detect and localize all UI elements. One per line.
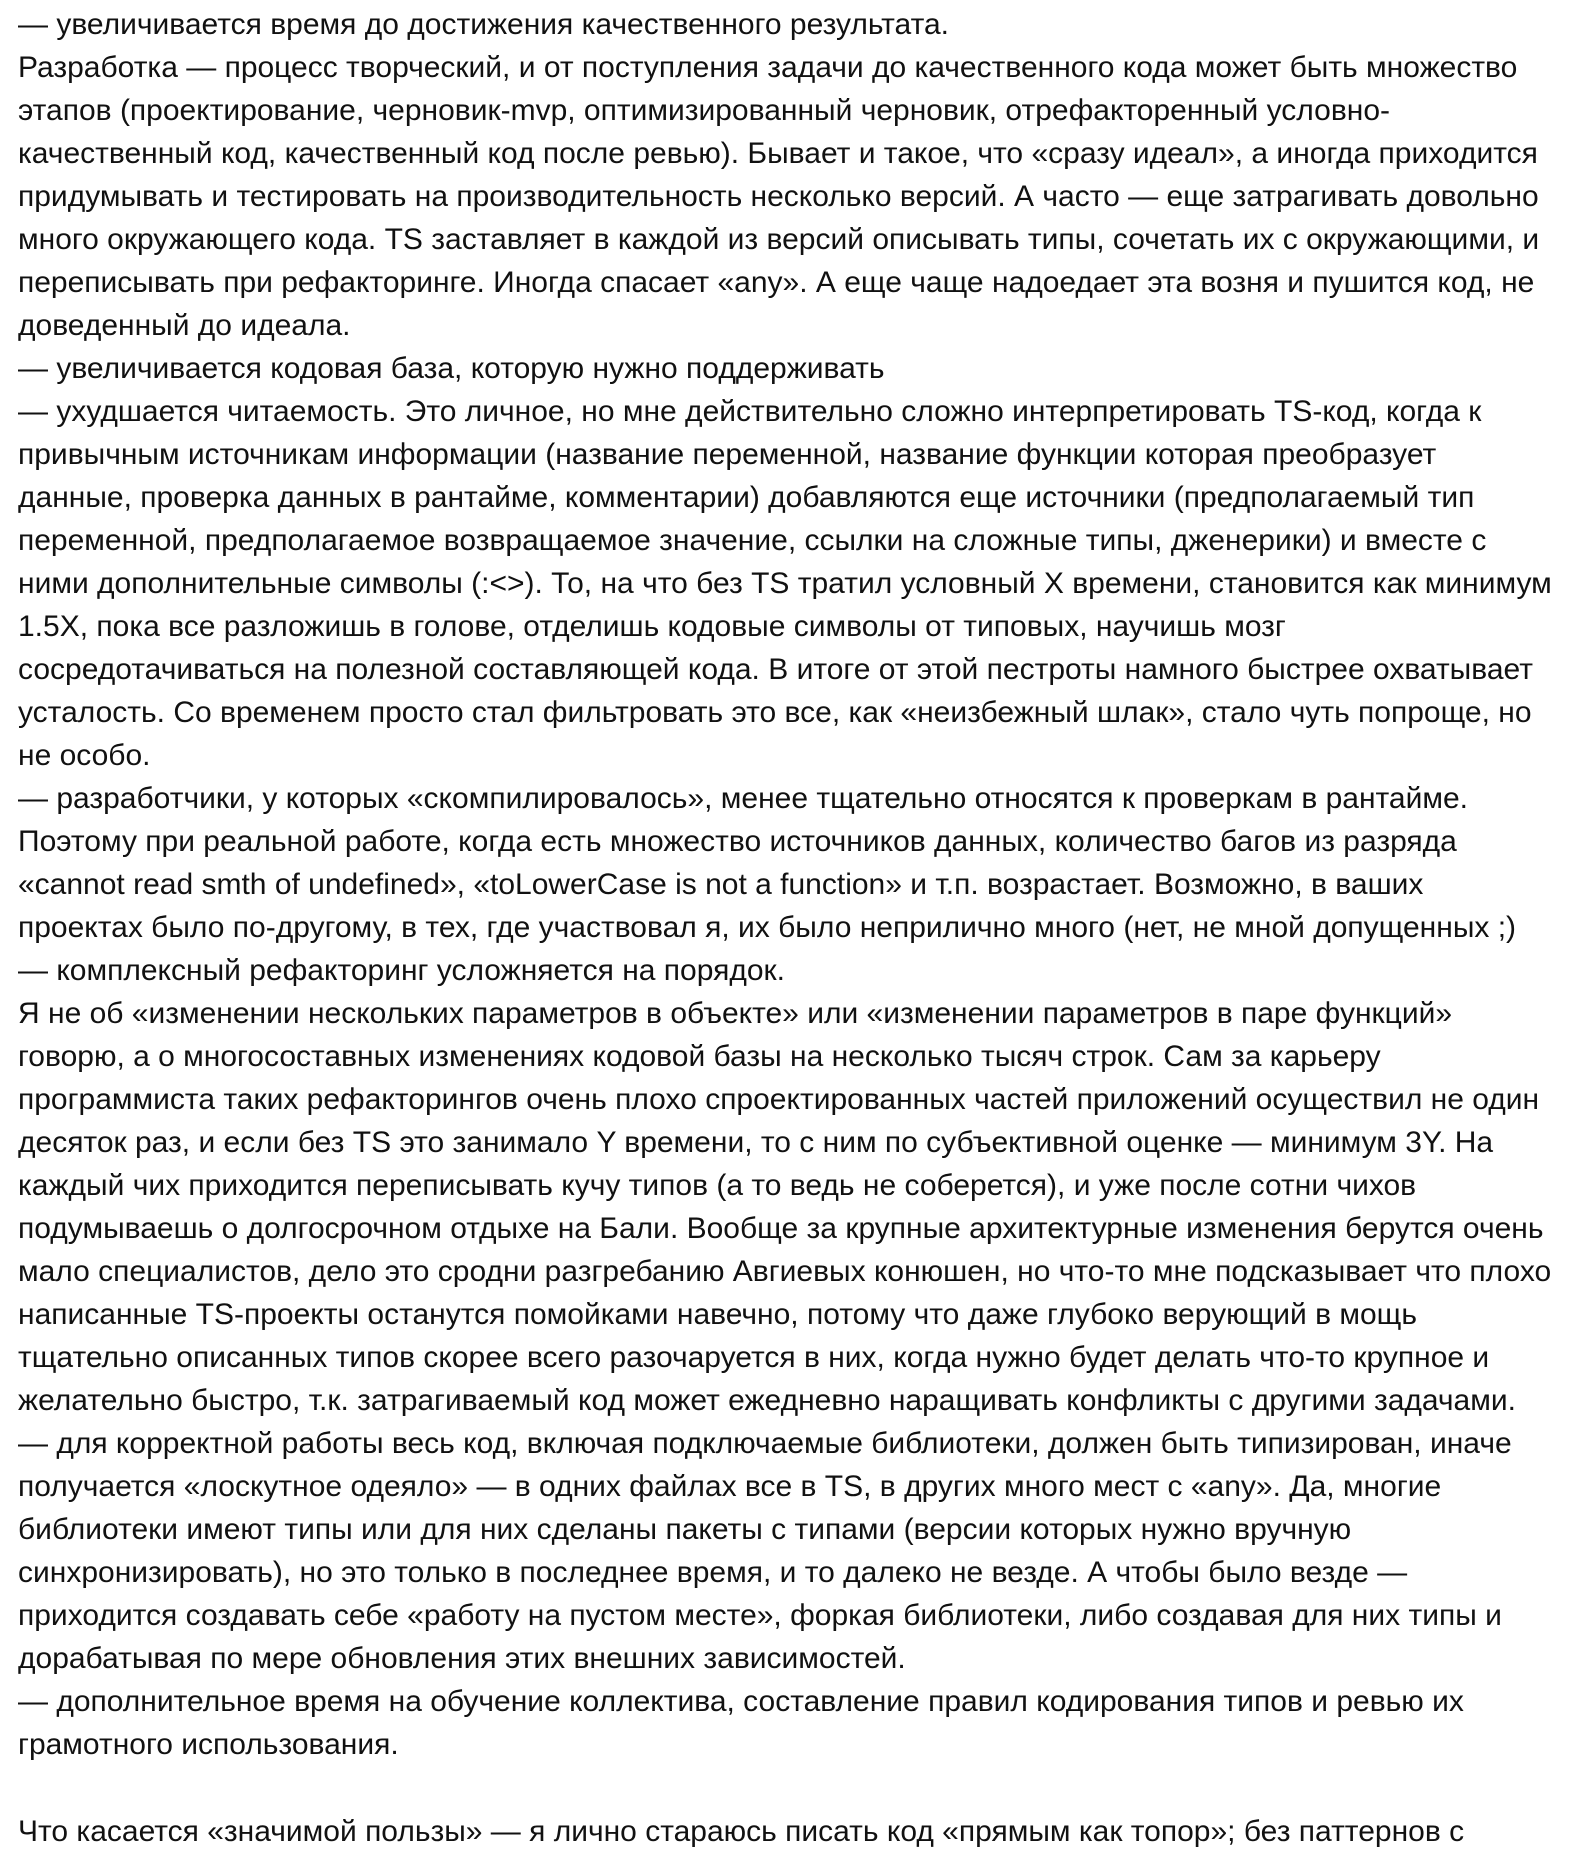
comment-segment-3: — увеличивается кодовая база, которую нужно поддерживать bbox=[18, 352, 885, 385]
comment-closing-paragraph: Что касается «значимой пользы» — я лично стараюсь писать код «прямым как топор»; без паттернов с bbox=[18, 1815, 1465, 1848]
comment-segment-1: — увеличивается время до достижения качественного результата. bbox=[18, 8, 949, 41]
comment-segment-6: — комплексный рефакторинг усложняется на порядок. bbox=[18, 954, 785, 987]
comment-segment-2: Разработка — процесс творческий, и от поступления задачи до качественного кода может быть множество этапов (проектирование, черновик-mvp, оптимизированный черновик, отрефакторенный условно-качественный код, качественный код после ревью). Бывает и такое, что «сразу идеал», а иногда приходится придумывать и тестировать на производительность несколько версий. А часто — еще затрагивать довольно много окружающего кода. TS заставляет в каждой из версий описывать типы, сочетать их с окружающими, и переписывать при рефакторинге. Иногда спасает «any». А еще чаще надоедает эта возня и пушится код, не доведенный до идеала. bbox=[18, 51, 1540, 342]
comment-segment-7: Я не об «изменении нескольких параметров в объекте» или «изменении параметров в паре функций» говорю, а о многосоставных изменениях кодовой базы на несколько тысяч строк. Сам за карьеру программиста таких рефакторингов очень плохо спроектированных частей приложений осуществил не один десяток раз, и если без TS это занимало Y времени, то с ним по субъективной оценке — минимум 3Y. На каждый чих приходится переписывать кучу типов (а то ведь не соберется), и уже после сотни чихов подумываешь о долгосрочном отдыхе на Бали. Вообще за крупные архитектурные изменения берутся очень мало специалистов, дело это сродни разгребанию Авгиевых конюшен, но что-то мне подсказывает что плохо написанные TS-проекты останутся помойками навечно, потому что даже глубоко верующий в мощь тщательно описанных типов скорее всего разочаруется в них, когда нужно будет делать что-то крупное и желательно быстро, т.к. затрагиваемый код может ежедневно наращивать конфликты с другими задачами. bbox=[18, 997, 1552, 1417]
comment-segment-8: — для корректной работы весь код, включая подключаемые библиотеки, должен быть типизирован, иначе получается «лоскутное одеяло» — в одних файлах все в TS, в других много мест с «any». Да, многие библиотеки имеют типы или для них сделаны пакеты с типами (версии которых нужно вручную синхронизировать), но это только в последнее время, и то далеко не везде. А чтобы было везде — приходится создавать себе «работу на пустом месте», форкая библиотеки, либо создавая для них типы и дорабатывая по мере обновления этих внешних зависимостей. bbox=[18, 1427, 1512, 1675]
comment-segment-9: — дополнительное время на обучение коллектива, составление правил кодирования типов и ревью их грамотного использования. bbox=[18, 1685, 1464, 1761]
comment-segment-5: — разработчики, у которых «скомпилировалось», менее тщательно относятся к проверкам в рантайме. Поэтому при реальной работе, когда есть множество источников данных, количество багов из разряда «cannot read smth of undefined», «toLowerCase is not a function» и т.п. возрастает. Возможно, в ваших проектах было по-другому, в тех, где участвовал я, их было неприлично много (нет, не мной допущенных ;) bbox=[18, 782, 1517, 944]
comment-segment-4: — ухудшается читаемость. Это личное, но мне действительно сложно интерпретировать TS-код, когда к привычным источникам информации (название переменной, название функции которая преобразует данные, проверка данных в рантайме, комментарии) добавляются еще источники (предполагаемый тип переменной, предполагаемое возвращаемое значение, ссылки на сложные типы, дженерики) и вместе с ними дополнительные символы (:<>). То, на что без TS тратил условный X времени, становится как минимум 1.5X, пока все разложишь в голове, отделишь кодовые символы от типовых, научишь мозг сосредотачиваться на полезной составляющей кода. В итоге от этой пестроты намного быстрее охватывает усталость. Со временем просто стал фильтровать это все, как «неизбежный шлак», стало чуть попроще, но не особо. bbox=[18, 395, 1552, 772]
